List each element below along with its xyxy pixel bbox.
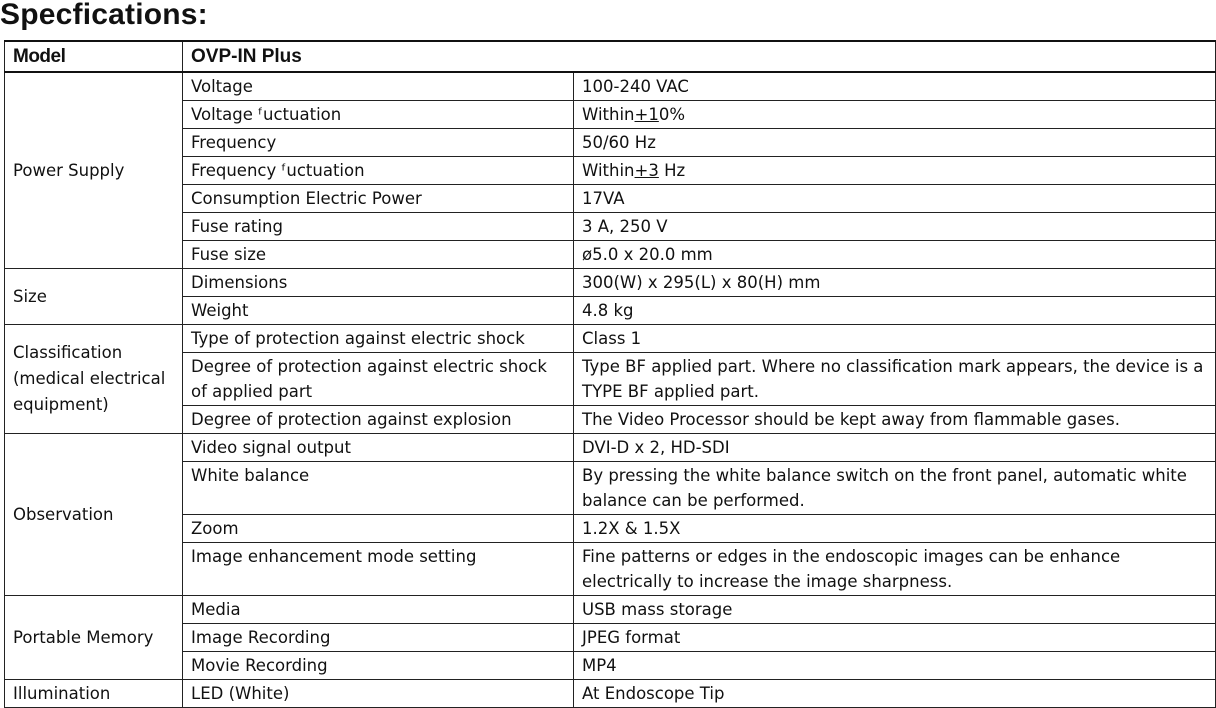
spec-item: Dimensions [183, 269, 574, 297]
spec-value: DVI-D x 2, HD-SDI [574, 434, 1216, 462]
table-row [5, 515, 1216, 543]
value-tolerance: +3 [634, 161, 659, 180]
group-classification: Classiﬁcation (medical electrical equipment) [5, 325, 183, 434]
spec-item: Frequency [183, 129, 574, 157]
spec-value: 100-240 VAC [574, 72, 1216, 101]
table-row [5, 596, 1216, 624]
model-label: Model [5, 41, 183, 72]
spec-item: Weight [183, 297, 574, 325]
table-row [5, 213, 1216, 241]
value-tolerance: +1 [634, 105, 659, 124]
spec-value: Class 1 [574, 325, 1216, 353]
group-observation: Observation [5, 434, 183, 596]
spec-value: 3 A, 250 V [574, 213, 1216, 241]
group-portable-memory: Portable Memory [5, 596, 183, 680]
table-row [5, 325, 1216, 353]
spec-item: White balance [183, 462, 574, 515]
table-row [5, 241, 1216, 269]
table-row [5, 269, 1216, 297]
spec-value: Fine patterns or edges in the endoscopic images can be enhance electrically to increase the image sharpness. [574, 543, 1216, 596]
spec-item: Type of protection against electric shock [183, 325, 574, 353]
spec-value: 4.8 kg [574, 297, 1216, 325]
table-row [5, 157, 1216, 185]
spec-item: Fuse rating [183, 213, 574, 241]
spec-value: 300(W) x 295(L) x 80(H) mm [574, 269, 1216, 297]
spec-value: 1.2X & 1.5X [574, 515, 1216, 543]
table-row [5, 624, 1216, 652]
spec-item: Voltage ᶠuctuation [183, 101, 574, 129]
table-header-row [5, 41, 1216, 72]
table-row [5, 101, 1216, 129]
spec-value [574, 101, 1216, 129]
spec-item: Zoom [183, 515, 574, 543]
spec-value: ø5.0 x 20.0 mm [574, 241, 1216, 269]
spec-value: JPEG format [574, 624, 1216, 652]
spec-value [574, 157, 1216, 185]
value-suffix: 0% [658, 105, 686, 124]
spec-value: 17VA [574, 185, 1216, 213]
table-row [5, 543, 1216, 596]
table-row [5, 462, 1216, 515]
spec-value: MP4 [574, 652, 1216, 680]
spec-item: LED (White) [183, 680, 574, 708]
table-row [5, 434, 1216, 462]
group-size: Size [5, 269, 183, 325]
table-row [5, 406, 1216, 434]
table-row [5, 72, 1216, 101]
spec-value: At Endoscope Tip [574, 680, 1216, 708]
spec-item: Frequency ᶠuctuation [183, 157, 574, 185]
model-name: OVP-IN Plus [183, 41, 1216, 72]
spec-item: Degree of protection against electric shock of applied part [183, 353, 574, 406]
spec-item: Video signal output [183, 434, 574, 462]
spec-value: The Video Processor should be kept away from ﬂammable gases. [574, 406, 1216, 434]
group-power-supply: Power Supply [5, 72, 183, 269]
spec-item: Fuse size [183, 241, 574, 269]
table-row [5, 129, 1216, 157]
page-title: Specfications: [0, 0, 208, 31]
value-prefix: Within [582, 105, 635, 124]
table-row [5, 297, 1216, 325]
table-row [5, 680, 1216, 708]
spec-value: Type BF applied part. Where no classiﬁcation mark appears, the device is a TYPE BF applied part. [574, 353, 1216, 406]
spec-value: USB mass storage [574, 596, 1216, 624]
value-prefix: Within [582, 161, 635, 180]
spec-item: Voltage [183, 72, 574, 101]
spec-item: Consumption Electric Power [183, 185, 574, 213]
group-illumination: Illumination [5, 680, 183, 708]
spec-item: Degree of protection against explosion [183, 406, 574, 434]
spec-item: Image enhancement mode setting [183, 543, 574, 596]
spec-value: By pressing the white balance switch on the front panel, automatic white balance can be performed. [574, 462, 1216, 515]
table-row [5, 353, 1216, 406]
table-row [5, 652, 1216, 680]
spec-value: 50/60 Hz [574, 129, 1216, 157]
spec-item: Movie Recording [183, 652, 574, 680]
specifications-table [4, 40, 1216, 708]
spec-item: Media [183, 596, 574, 624]
table-row [5, 185, 1216, 213]
value-suffix: Hz [658, 161, 686, 180]
spec-item: Image Recording [183, 624, 574, 652]
